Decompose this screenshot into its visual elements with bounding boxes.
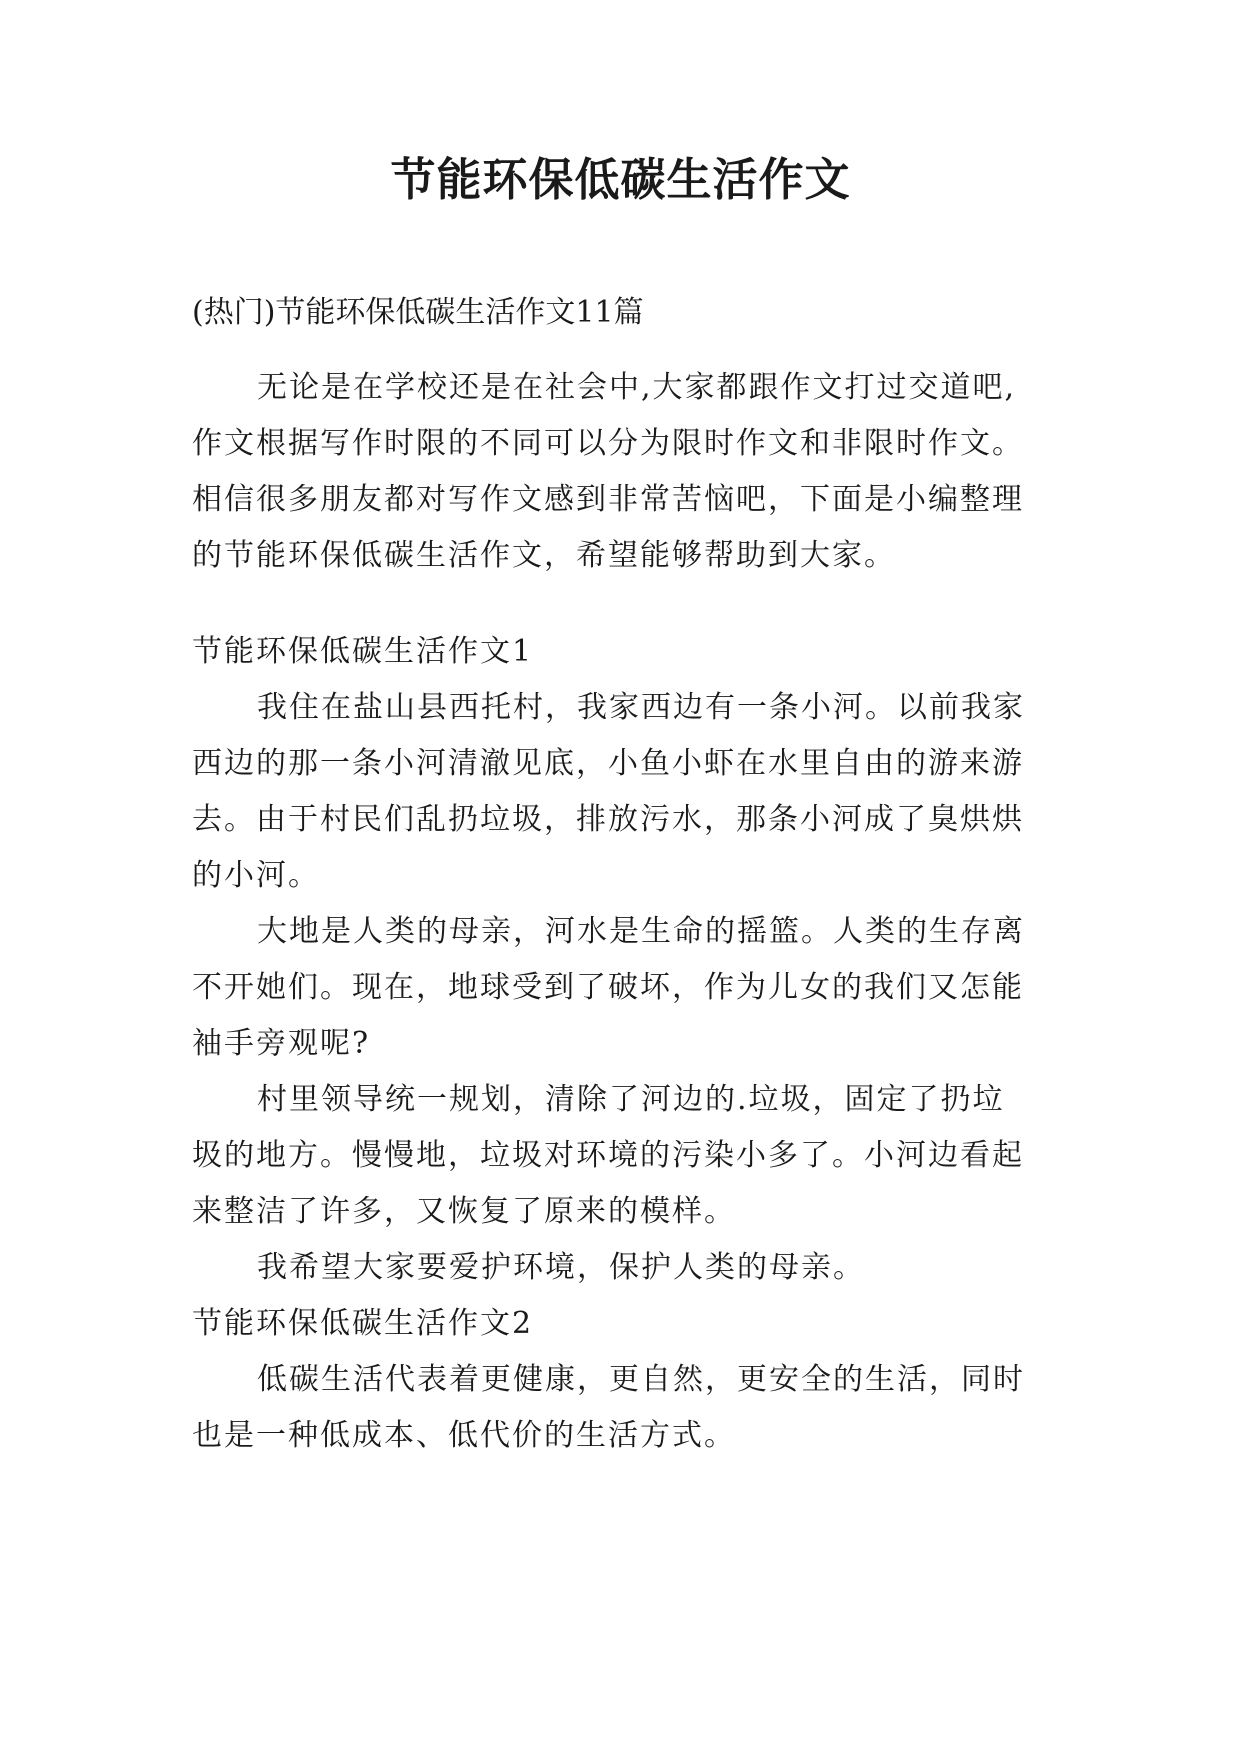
paragraph-line: 的节能环保低碳生活作文，希望能够帮助到大家。 [192,538,896,573]
section-heading: 节能环保低碳生活作文1 [192,634,534,669]
paragraph-line: 圾的地方。慢慢地，垃圾对环境的污染小多了。小河边看起 [192,1138,1024,1173]
paragraph-line: 的小河。 [192,858,320,893]
paragraph-line: 不开她们。现在，地球受到了破坏，作为儿女的我们又怎能 [192,970,1024,1005]
paragraph-line: 去。由于村民们乱扔垃圾，排放污水，那条小河成了臭烘烘 [192,802,1024,837]
paragraph-line: 也是一种低成本、低代价的生活方式。 [192,1418,736,1453]
paragraph-line: 袖手旁观呢? [192,1026,371,1061]
paragraph-line: 来整洁了许多，又恢复了原来的模样。 [192,1194,736,1229]
paragraph-line: 大地是人类的母亲，河水是生命的摇篮。人类的生存离 [257,914,1025,949]
document-title: 节能环保低碳生活作文 [390,153,851,206]
paragraph-line: 低碳生活代表着更健康，更自然，更安全的生活，同时 [257,1362,1025,1397]
paragraph-line: 作文根据写作时限的不同可以分为限时作文和非限时作文。 [192,426,1024,461]
paragraph-line: 村里领导统一规划，清除了河边的.垃圾，固定了扔垃 [257,1082,1005,1117]
document-subtitle: (热门)节能环保低碳生活作文11篇 [192,295,644,330]
paragraph-line: 西边的那一条小河清澈见底，小鱼小虾在水里自由的游来游 [192,746,1024,781]
paragraph-line: 我希望大家要爱护环境，保护人类的母亲。 [257,1250,865,1285]
paragraph-line: 相信很多朋友都对写作文感到非常苦恼吧，下面是小编整理 [192,482,1024,517]
paragraph-line: 我住在盐山县西托村，我家西边有一条小河。以前我家 [257,690,1025,725]
paragraph-line: 无论是在学校还是在社会中,大家都跟作文打过交道吧, [257,370,1017,405]
section-heading: 节能环保低碳生活作文2 [192,1306,534,1341]
